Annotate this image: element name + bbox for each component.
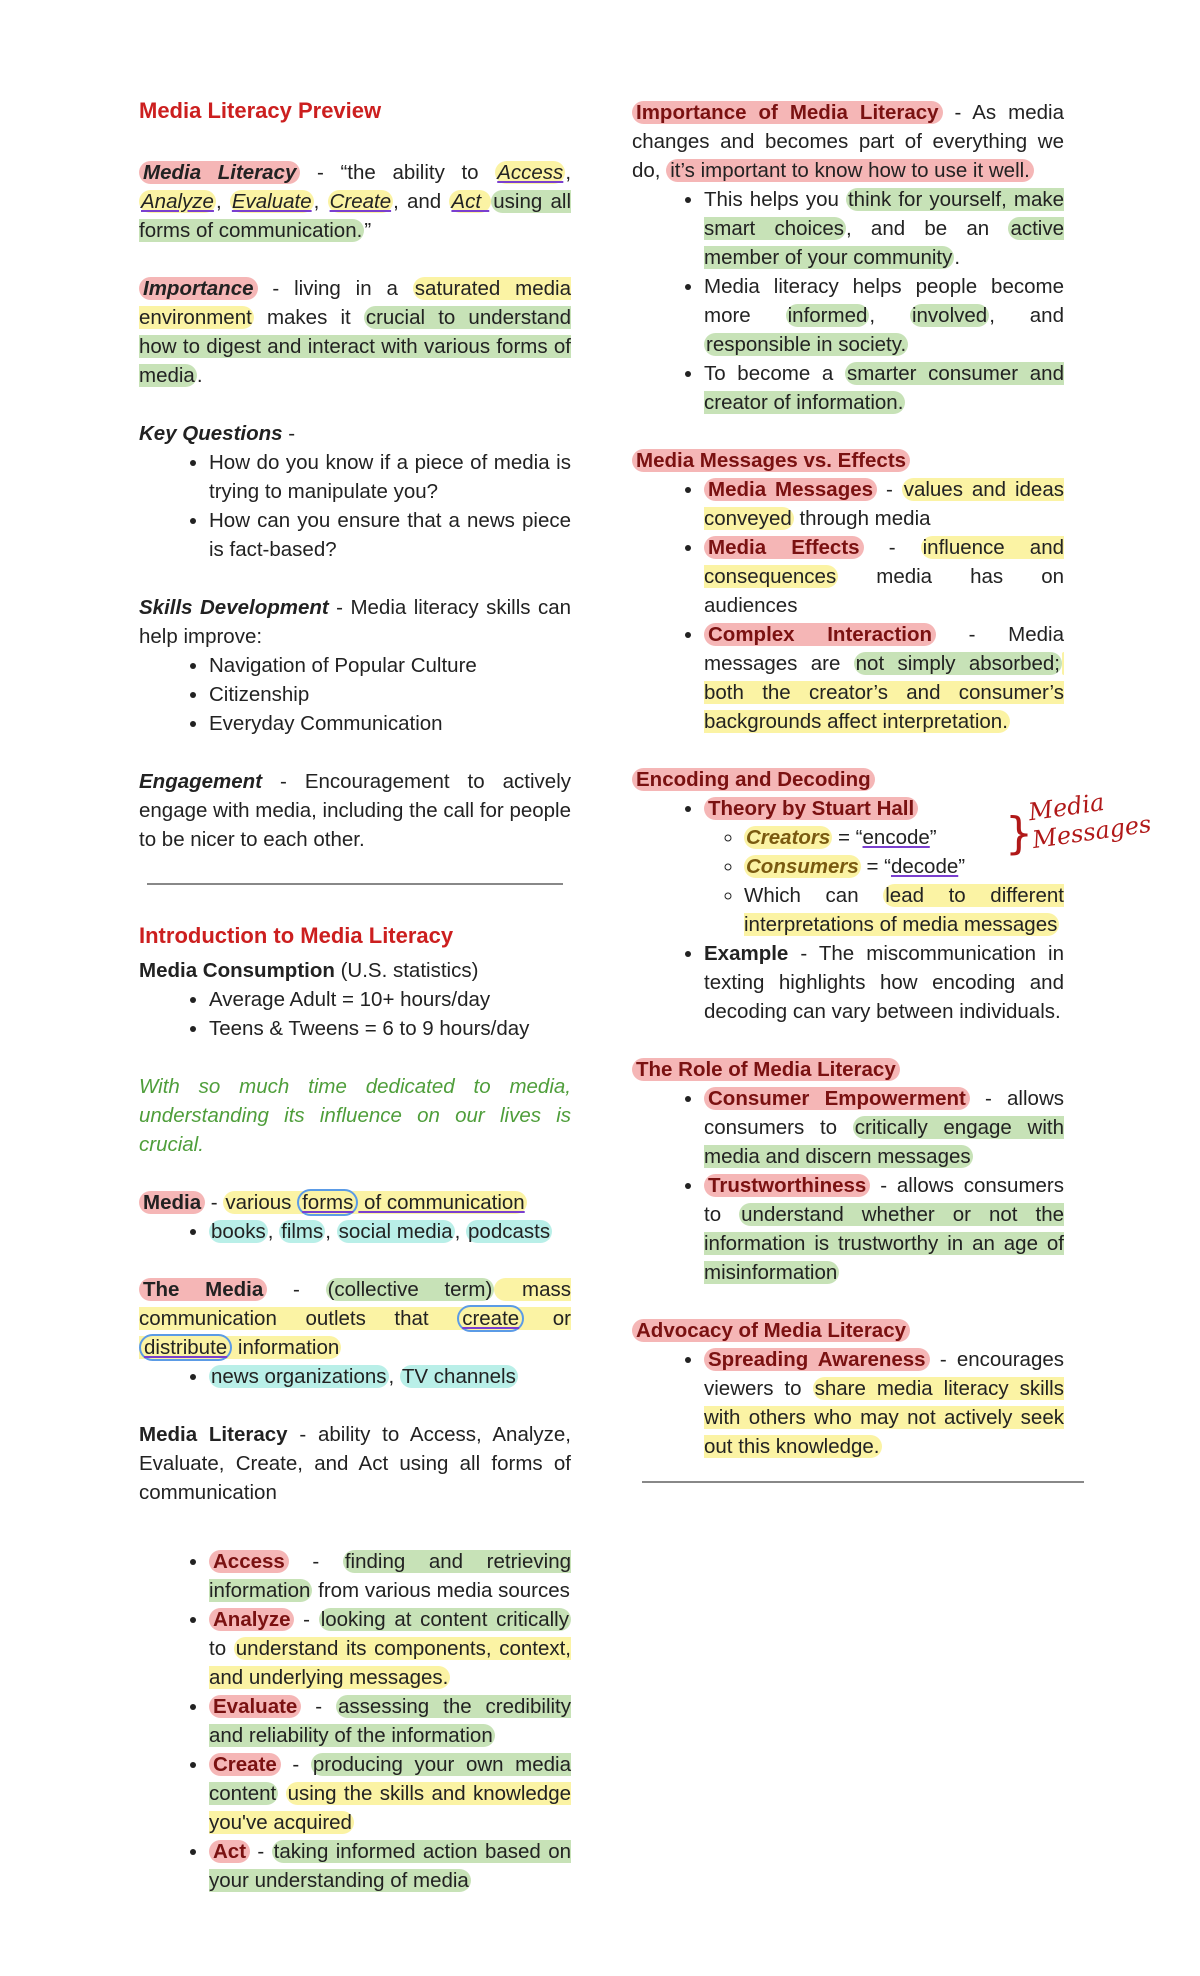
example-social-media: social media [338, 1220, 453, 1243]
dash: - [863, 536, 921, 559]
ml-and: , and [393, 190, 450, 213]
media-forms: forms [297, 1189, 358, 1216]
a1-highlight: share media literacy skills with others who may not actively seek out this knowledge. [704, 1377, 1064, 1458]
spreading-awareness-term: Spreading Awareness [704, 1348, 930, 1371]
divider [642, 1481, 1084, 1483]
ml-analyze: Analyze [141, 190, 214, 213]
media-examples [139, 1217, 571, 1246]
list-item: • books, films, social media, podcasts [209, 1217, 571, 1246]
i2-involved: involved [911, 304, 988, 327]
list-item: • news organizations, TV channels [209, 1362, 571, 1391]
consumers-term: Consumers [746, 855, 859, 878]
media-consumption-list [139, 985, 571, 1043]
ml-pre: - “the ability to [300, 161, 496, 184]
which-pre: Which can [744, 884, 884, 907]
dash: - [294, 1608, 319, 1631]
analyze-text2: understand its components, context, and underlying messages. [209, 1637, 571, 1689]
creators-term: Creators [746, 826, 831, 849]
encoding-title [632, 765, 1064, 794]
media-messages-term: Media Messages [704, 478, 877, 501]
importance-term: Importance [139, 277, 258, 300]
media-definition [139, 1188, 571, 1217]
media-highlight [223, 1191, 526, 1214]
list-item [209, 1547, 571, 1605]
dash: - [280, 1753, 311, 1776]
eng-text: - Encouragement to actively engage with media, including the call for people to be nicer to each other. [139, 770, 571, 851]
importance-definition [139, 274, 571, 390]
analyze-rest: to [209, 1637, 234, 1660]
media-effects-term: Media Effects [704, 536, 864, 559]
example-news: news organizations [211, 1365, 387, 1388]
complex-interaction-term: Complex Interaction [704, 623, 936, 646]
list-item [704, 1171, 1064, 1287]
key-questions-list [139, 448, 571, 564]
role-title-text: The Role of Media Literacy [632, 1058, 900, 1081]
eq: = “ [860, 855, 891, 878]
dash: - [877, 478, 902, 501]
list-item [209, 1750, 571, 1837]
create-term: Create [209, 1753, 281, 1776]
list-item: • How can you ensure that a news piece is fact-based? [209, 506, 571, 564]
i1-end: . [954, 246, 961, 269]
list-item [704, 1084, 1064, 1171]
ml-tail: using all forms of communication. [139, 190, 571, 242]
tm-info: information [232, 1336, 340, 1359]
role-list [632, 1084, 1064, 1287]
example-tv: TV channels [401, 1365, 516, 1388]
list-item [704, 185, 1064, 272]
list-item [704, 359, 1064, 417]
media-consumption [139, 956, 571, 985]
list-item: • Everyday Communication [209, 709, 571, 738]
analyze-term: Analyze [209, 1608, 294, 1631]
tm-dash: - [267, 1278, 326, 1301]
engagement-term: Engagement [139, 770, 263, 793]
consumer-empowerment-term: Consumer Empowerment [704, 1087, 970, 1110]
list-item [704, 533, 1064, 620]
media-literacy-term: Media Literacy [139, 161, 300, 184]
example-podcasts: podcasts [468, 1220, 551, 1243]
a1-pre: - encourages viewers to [704, 1348, 1064, 1400]
evaluate-text: assessing the credibility and reliability of the information [209, 1695, 571, 1747]
ml-access: Access [497, 161, 564, 184]
media-literacy-summary [139, 1420, 571, 1507]
decode-word: decode [890, 855, 959, 878]
importance-text: - As media changes and becomes part of everything we do, [632, 101, 1064, 182]
encoding-title-text: Encoding and Decoding [632, 768, 875, 791]
list-item: • Citizenship [209, 680, 571, 709]
list-item: • Navigation of Popular Culture [209, 651, 571, 680]
media-literacy-definition: Media Literacy - “the ability to Access, Analyze, Evaluate, Create, and Act using all forms of communication.” [139, 161, 572, 242]
q-close: ” [929, 826, 937, 849]
imp-end: . [196, 364, 203, 387]
skills-development-term: Skills Development [139, 596, 329, 619]
act-text: taking informed action based on your understanding of media [209, 1840, 571, 1892]
media-pre: various [225, 1191, 298, 1214]
analyze-text: looking at content critically [320, 1608, 569, 1631]
trustworthiness-term: Trustworthiness [704, 1174, 870, 1197]
example-films: films [281, 1220, 324, 1243]
mc-note: (U.S. statistics) [334, 959, 479, 982]
r2-highlight: understand whether or not the information is trustworthy in an age of misinformation [704, 1203, 1064, 1284]
imp-mid: makes it [253, 306, 364, 329]
example-text: - The miscommunication in texting highlights how encoding and decoding can vary between individuals. [704, 942, 1064, 1023]
i1-pre: This helps you [704, 188, 846, 211]
list-item: • How do you know if a piece of media is trying to manipulate you? [209, 448, 571, 506]
advocacy-list [632, 1345, 1064, 1461]
access-text: finding and retrieving information [209, 1550, 571, 1602]
sd-text: - Media literacy skills can help improve: [139, 596, 571, 648]
create-text2: using the skills and knowledge you've acquired [209, 1782, 571, 1834]
act-term: Act [209, 1840, 250, 1863]
media-post: of communication [358, 1191, 525, 1214]
ml-summary-term: Media Literacy [139, 1423, 288, 1446]
importance-ml-term: Importance of Media Literacy [632, 101, 943, 124]
r1-pre: - allows consumers to [704, 1087, 1065, 1139]
list-item: • Average Adult = 10+ hours/day [209, 985, 571, 1014]
list-item [209, 1837, 571, 1895]
messages-list [632, 475, 1064, 736]
ml-evaluate: Evaluate [231, 190, 312, 213]
handwritten-brace: } [1005, 808, 1033, 859]
ml-create: Create [329, 190, 392, 213]
imp-highlight-2: crucial to understand how to digest and interact with various forms of media [139, 306, 571, 387]
ml-end: ” [364, 219, 372, 242]
skills-detail-list [139, 1547, 571, 1895]
r2-pre: - allows consumers to [704, 1174, 1064, 1226]
i2-responsible: responsible in society. [706, 333, 907, 356]
tm-pre: mass communication outlets that [139, 1278, 571, 1330]
dash: - [288, 1550, 343, 1573]
importance-paragraph [632, 98, 1064, 185]
i1-mid: , and be an [846, 217, 1009, 240]
dash: - [301, 1695, 337, 1718]
importance-highlight: it’s important to know how to use it well. [666, 159, 1034, 182]
imp-pre: - living in a [257, 277, 413, 300]
i1-highlight: think for yourself, make smart choices [704, 188, 1065, 240]
messages-title [632, 446, 1064, 475]
preview-title: Media Literacy Preview [139, 98, 382, 123]
list-item: • Teens & Tweens = 6 to 9 hours/day [209, 1014, 571, 1043]
m2-rest: media has on audiences [704, 565, 1064, 617]
list-item [704, 620, 1064, 736]
advocacy-title-text: Advocacy of Media Literacy [632, 1319, 910, 1342]
eq: = “ [832, 826, 863, 849]
list-item [209, 1605, 571, 1692]
m3-highlight-2: both the creator’s and consumer’s backgrounds affect interpretation. [704, 652, 1064, 733]
skills-list [139, 651, 571, 738]
engagement [139, 767, 571, 854]
m3-pre: - Media messages are [704, 623, 1065, 675]
i3-highlight: smarter consumer and creator of information. [704, 362, 1064, 414]
intro-title: Introduction to Media Literacy [139, 923, 454, 948]
tm-or: or [524, 1307, 571, 1330]
create-text: producing your own media content [209, 1753, 571, 1805]
list-item [704, 939, 1064, 1026]
access-rest: from various media sources [312, 1579, 570, 1602]
encode-word: encode [862, 826, 930, 849]
example-term: Example [704, 942, 789, 965]
i3-pre: To become a [704, 362, 845, 385]
key-questions-term: Key Questions [139, 422, 283, 445]
messages-title-text: Media Messages vs. Effects [632, 449, 910, 472]
m1-rest: through media [793, 507, 931, 530]
list-item [704, 475, 1064, 533]
list-item [704, 1345, 1064, 1461]
i2-pre: Media literacy helps people become more [704, 275, 1064, 327]
advocacy-title [632, 1316, 1064, 1345]
kq-dash: - [282, 422, 296, 445]
tm-create: create [457, 1305, 524, 1332]
example-books: books [211, 1220, 266, 1243]
list-item: • Media literacy helps people become more informed, involved, and responsible in society. [704, 272, 1064, 359]
left-column [139, 96, 571, 1895]
ml-summary-text: - ability to Access, Analyze, Evaluate, Create, and Act using all forms of communication [139, 1423, 571, 1504]
access-term: Access [209, 1550, 289, 1573]
dash: - [250, 1840, 272, 1863]
i2-informed: informed [787, 304, 868, 327]
media-dash: - [205, 1191, 224, 1214]
intro-quote: With so much time dedicated to media, understanding its influence on our lives is crucial. [139, 1075, 571, 1156]
theory-term: Theory by Stuart Hall [704, 797, 918, 820]
the-media-term: The Media [139, 1278, 267, 1301]
m1-highlight: values and ideas conveyed [704, 478, 1064, 530]
imp-highlight-1: saturated media environment [139, 277, 571, 329]
media-term: Media [139, 1191, 205, 1214]
right-column [632, 98, 1064, 1519]
m3-highlight-1: not simply absorbed; [855, 652, 1061, 675]
importance-list [632, 185, 1064, 417]
list-item [744, 881, 1064, 939]
i1-highlight-2: active member of your community [704, 217, 1064, 269]
encoding-list [632, 794, 1064, 1026]
evaluate-term: Evaluate [209, 1695, 301, 1718]
i2-and: , and [989, 304, 1064, 327]
the-media-definition [139, 1275, 571, 1362]
the-media-examples [139, 1362, 571, 1391]
skills-development [139, 593, 571, 651]
media-consumption-term: Media Consumption [139, 959, 335, 982]
create-rest [278, 1782, 285, 1805]
list-item [209, 1692, 571, 1750]
m2-highlight: influence and consequences [704, 536, 1064, 588]
key-questions [139, 419, 571, 448]
q-close: ” [958, 855, 966, 878]
divider [147, 883, 563, 885]
role-title [632, 1055, 1064, 1084]
tm-collective: (collective term) [327, 1278, 493, 1301]
which-highlight: lead to different interpretations of media messages [744, 884, 1065, 936]
r1-highlight: critically engage with media and discern messages [704, 1116, 1064, 1168]
handwritten-note: Media Messages [1026, 788, 1153, 855]
ml-act: Act [451, 190, 490, 213]
tm-distribute: distribute [139, 1334, 232, 1361]
